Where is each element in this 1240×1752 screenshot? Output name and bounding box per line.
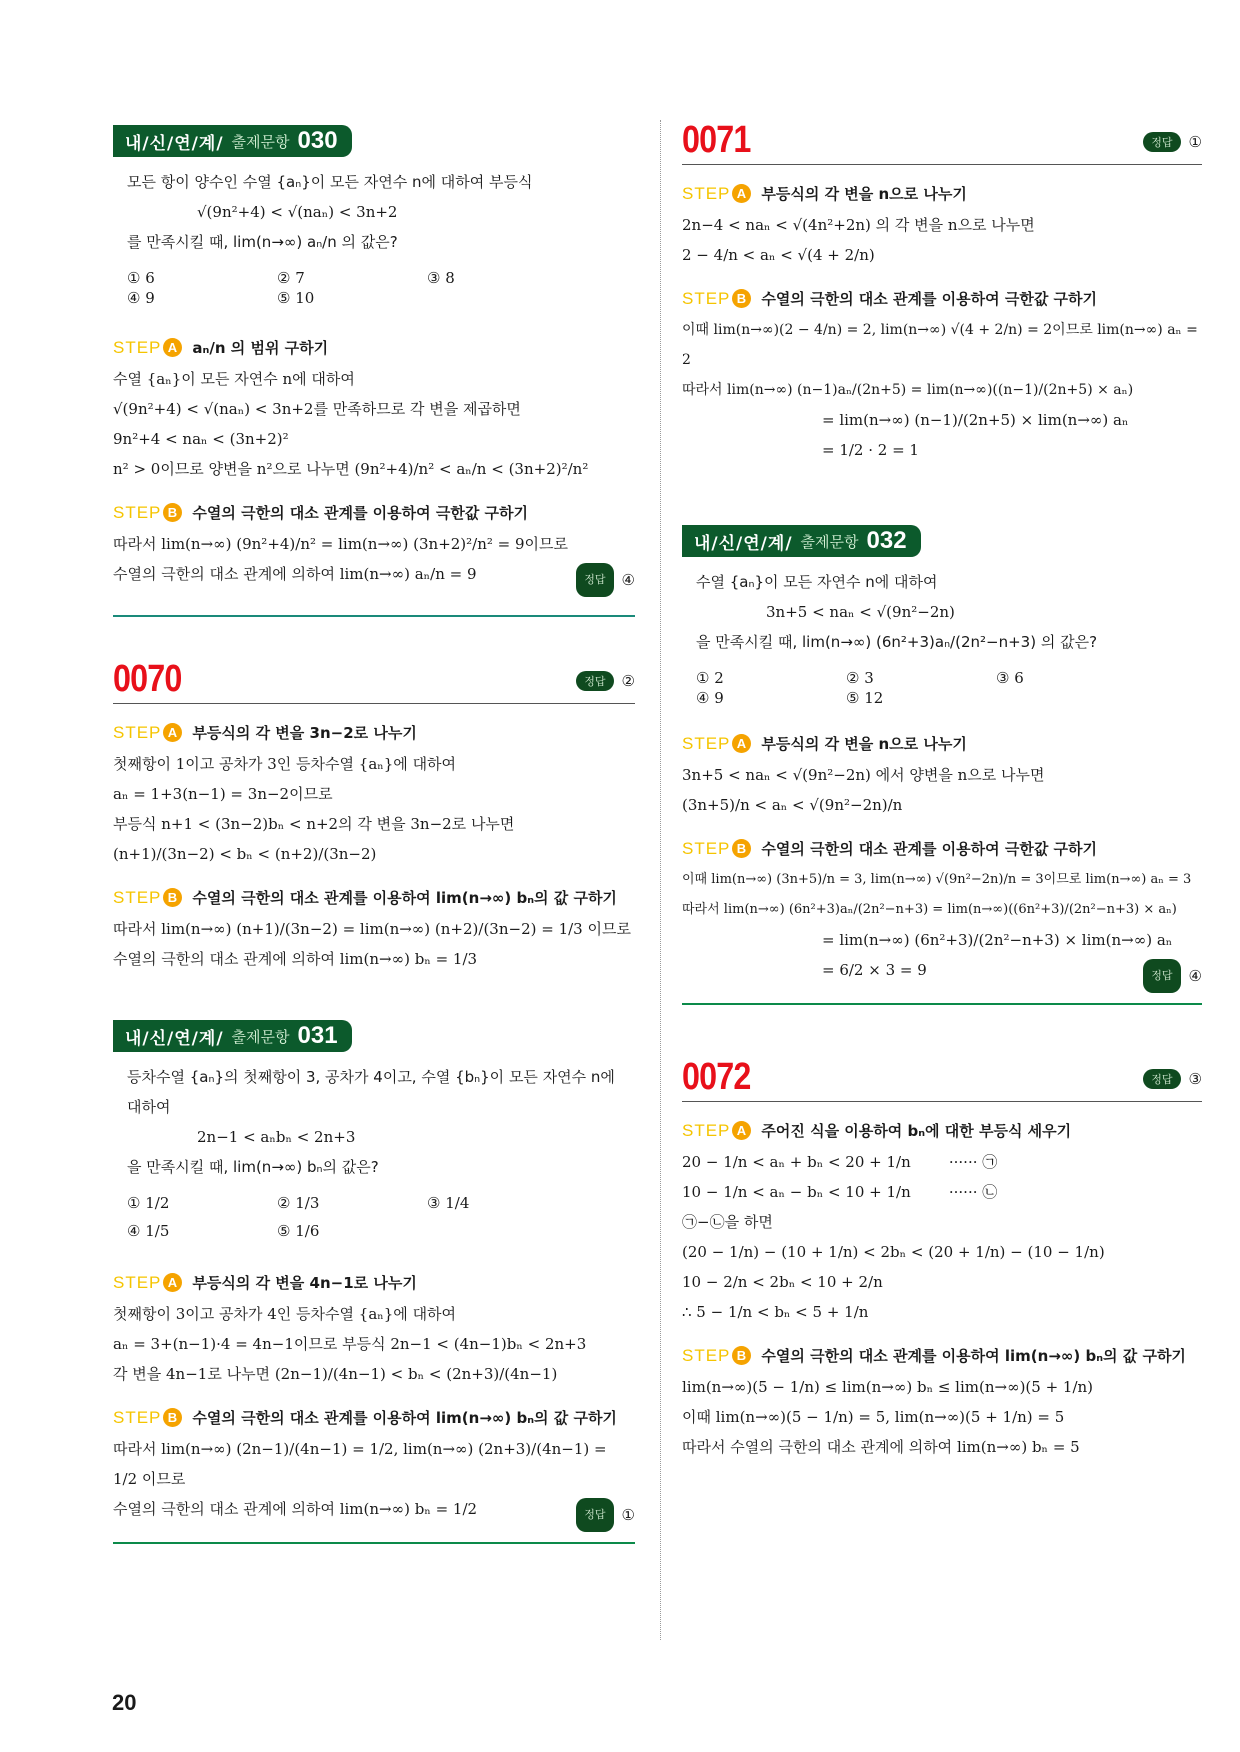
step-a-circle-icon: A <box>732 1121 751 1140</box>
solution-line: 20 − 1/n < aₙ + bₙ < 20 + 1/n ······ ㉠ <box>682 1153 998 1171</box>
column-divider <box>660 120 661 1640</box>
step-title: 부등식의 각 변을 3n−2로 나누기 <box>192 724 417 742</box>
choice-3[interactable]: ③ 1/4 <box>427 1194 470 1212</box>
step-label: STEP A <box>682 1121 751 1141</box>
answer-0070 <box>576 671 635 691</box>
choice-4[interactable]: ④ 9 <box>127 289 155 307</box>
exam-number: 032 <box>866 527 907 554</box>
solution-line: 2 − 4/n < aₙ < √(4 + 2/n) <box>682 246 875 264</box>
problem-text: 수열 {aₙ}이 모든 자연수 n에 대하여 <box>696 573 938 591</box>
problem-question: 을 만족시킬 때, lim(n→∞) bₙ의 값은? <box>127 1158 379 1176</box>
answer-badge: 정답 <box>576 1498 613 1532</box>
solution-line: = lim(n→∞) (n−1)/(2n+5) × lim(n→∞) aₙ <box>822 411 1129 429</box>
right-column <box>682 118 1202 1462</box>
answer-badge: 정답 <box>1143 132 1180 152</box>
step-title: 부등식의 각 변을 n으로 나누기 <box>761 735 967 753</box>
solution-line: 첫째항이 3이고 공차가 4인 등차수열 {aₙ}에 대하여 <box>113 1305 457 1323</box>
solution-line: 이때 lim(n→∞) (3n+5)/n = 3, lim(n→∞) √(9n²−2n)/n = 3이므로 lim(n→∞) aₙ = 3 <box>682 872 1192 887</box>
answer-value: ④ <box>1188 967 1202 985</box>
step-title: 부등식의 각 변을 4n−1로 나누기 <box>192 1274 417 1292</box>
problem-question: 을 만족시킬 때, lim(n→∞) (6n²+3)aₙ/(2n²−n+3) 의 값은? <box>696 633 1098 651</box>
step-b-circle-icon: B <box>163 888 182 907</box>
problem-number: 0070 <box>113 658 182 700</box>
solution-line-final <box>113 559 635 589</box>
step-b-0071 <box>682 288 1202 309</box>
step-a-circle-icon: A <box>163 723 182 742</box>
choice-2[interactable]: ② 7 <box>277 269 305 287</box>
answer-badge: 정답 <box>576 563 613 597</box>
choice-5[interactable]: ⑤ 10 <box>277 289 315 307</box>
problem-030 <box>113 167 635 257</box>
nae-sin-header-031 <box>113 1020 635 1054</box>
choices-030 <box>113 269 635 307</box>
solution-line: 따라서 lim(n→∞) (n+1)/(3n−2) = lim(n→∞) (n+2)/(3n−2) = 1/3 이므로 <box>113 920 631 938</box>
step-title: 주어진 식을 이용하여 bₙ에 대한 부등식 세우기 <box>761 1122 1072 1140</box>
step-title: 부등식의 각 변을 n으로 나누기 <box>761 185 967 203</box>
step-b-circle-icon: B <box>732 839 751 858</box>
problem-inequality: 3n+5 < naₙ < √(9n²−2n) <box>766 603 955 621</box>
solution-line: 이때 lim(n→∞)(5 − 1/n) = 5, lim(n→∞)(5 + 1/n) = 5 <box>682 1408 1065 1426</box>
solution-line: 수열의 극한의 대소 관계에 의하여 lim(n→∞) bₙ = 1/3 <box>113 950 478 968</box>
solution-line: 첫째항이 1이고 공차가 3인 등차수열 {aₙ}에 대하여 <box>113 755 457 773</box>
nae-sin-tag <box>113 1020 352 1052</box>
step-label: STEP B <box>113 1408 182 1428</box>
choices-031 <box>113 1194 635 1240</box>
brand-label: 내/신/연/계/ <box>125 133 224 154</box>
solution-line-final <box>113 1494 635 1524</box>
nae-sin-header-030 <box>113 125 635 159</box>
step-title: aₙ/n 의 범위 구하기 <box>192 339 329 357</box>
step-b-circle-icon: B <box>163 503 182 522</box>
step-a-031 <box>113 1272 635 1293</box>
step-b-030 <box>113 502 635 523</box>
nae-sin-tag <box>682 525 921 557</box>
step-b-031 <box>113 1407 635 1428</box>
solution-line: (20 − 1/n) − (10 + 1/n) < 2bₙ < (20 + 1/n) − (10 − 1/n) <box>682 1243 1105 1261</box>
answer-value: ③ <box>1188 1070 1202 1088</box>
solution-line: 따라서 수열의 극한의 대소 관계에 의하여 lim(n→∞) bₙ = 5 <box>682 1438 1080 1456</box>
nae-sin-header-032 <box>682 525 1202 559</box>
answer-032 <box>1143 959 1202 993</box>
answer-badge: 정답 <box>1143 959 1180 993</box>
solution-line: (n+1)/(3n−2) < bₙ < (n+2)/(3n−2) <box>113 845 377 863</box>
problem-text: 모든 항이 양수인 수열 {aₙ}이 모든 자연수 n에 대하여 부등식 <box>127 173 533 191</box>
brand-label: 내/신/연/계/ <box>694 533 793 554</box>
solution-line: 따라서 lim(n→∞) (9n²+4)/n² = lim(n→∞) (3n+2)²/n² = 9이므로 <box>113 535 569 553</box>
step-title: 수열의 극한의 대소 관계를 이용하여 극한값 구하기 <box>761 290 1098 308</box>
solution-line: 9n²+4 < naₙ < (3n+2)² <box>113 430 289 448</box>
solution-line: = lim(n→∞) (6n²+3)/(2n²−n+3) × lim(n→∞) aₙ <box>822 931 1173 949</box>
answer-030 <box>576 563 635 597</box>
solution-line: √(9n²+4) < √(naₙ) < 3n+2를 만족하므로 각 변을 제곱하면 <box>113 400 521 418</box>
step-label: STEP A <box>682 734 751 754</box>
step-a-0072 <box>682 1120 1202 1141</box>
page-number: 20 <box>112 1690 137 1715</box>
problem-text: 등차수열 {aₙ}의 첫째항이 3, 공차가 4이고, 수열 {bₙ}이 모든 자연수 n에 <box>127 1068 615 1086</box>
choice-4[interactable]: ④ 9 <box>696 689 724 707</box>
step-a-circle-icon: A <box>163 1273 182 1292</box>
solution-line: 따라서 lim(n→∞) (6n²+3)aₙ/(2n²−n+3) = lim(n→∞)((6n²+3)/(2n²−n+3) × aₙ) <box>682 902 1177 917</box>
step-title: 수열의 극한의 대소 관계를 이용하여 극한값 구하기 <box>192 504 529 522</box>
choice-1[interactable]: ① 6 <box>127 269 155 287</box>
step-label: STEP B <box>113 888 182 908</box>
problem-inequality: 2n−1 < aₙbₙ < 2n+3 <box>197 1128 356 1146</box>
step-label: STEP A <box>113 338 182 358</box>
answer-0071 <box>1143 132 1202 152</box>
problem-header-0070 <box>113 657 635 704</box>
solution-text: = 6/2 × 3 = 9 <box>822 961 927 979</box>
solution-line: (3n+5)/n < aₙ < √(9n²−2n)/n <box>682 796 903 814</box>
solution-line: lim(n→∞)(5 − 1/n) ≤ lim(n→∞) bₙ ≤ lim(n→∞)(5 + 1/n) <box>682 1378 1094 1396</box>
answer-badge: 정답 <box>1143 1069 1180 1089</box>
step-title: 수열의 극한의 대소 관계를 이용하여 lim(n→∞) bₙ의 값 구하기 <box>761 1347 1186 1365</box>
solution-text: 수열의 극한의 대소 관계에 의하여 lim(n→∞) aₙ/n = 9 <box>113 565 477 583</box>
brand-label: 내/신/연/계/ <box>125 1028 224 1049</box>
step-a-0071 <box>682 183 1202 204</box>
choice-1[interactable]: ① 1/2 <box>127 1194 170 1212</box>
solution-line: aₙ = 1+3(n−1) = 3n−2이므로 <box>113 785 333 803</box>
solution-text: 수열의 극한의 대소 관계에 의하여 lim(n→∞) bₙ = 1/2 <box>113 1500 478 1518</box>
answer-031 <box>576 1498 635 1532</box>
solution-line: 2n−4 < naₙ < √(4n²+2n) 의 각 변을 n으로 나누면 <box>682 216 1035 234</box>
solution-line: 따라서 lim(n→∞) (2n−1)/(4n−1) = 1/2, lim(n→∞) (2n+3)/(4n−1) = 1/2 이므로 <box>113 1440 607 1488</box>
step-label: STEP A <box>113 723 182 743</box>
exam-number: 030 <box>297 127 338 154</box>
choice-3[interactable]: ③ 8 <box>427 269 455 287</box>
problem-text: 대하여 <box>127 1098 171 1116</box>
choice-5[interactable]: ⑤ 12 <box>846 689 884 707</box>
exam-label: 출제문항 <box>231 1027 290 1046</box>
choice-3[interactable]: ③ 6 <box>996 669 1024 687</box>
step-label: STEP B <box>682 839 751 859</box>
step-b-0072 <box>682 1345 1202 1366</box>
step-a-circle-icon: A <box>732 184 751 203</box>
step-label: STEP A <box>682 184 751 204</box>
step-title: 수열의 극한의 대소 관계를 이용하여 lim(n→∞) bₙ의 값 구하기 <box>192 889 617 907</box>
solution-line: = 1/2 · 2 = 1 <box>822 441 919 459</box>
step-label: STEP B <box>682 1346 751 1366</box>
problem-number: 0071 <box>682 119 751 161</box>
section-separator <box>113 615 635 617</box>
problem-inequality: √(9n²+4) < √(naₙ) < 3n+2 <box>197 203 398 221</box>
step-b-0070 <box>113 887 635 908</box>
step-label: STEP B <box>113 503 182 523</box>
problem-question: 를 만족시킬 때, lim(n→∞) aₙ/n 의 값은? <box>127 233 398 251</box>
step-b-circle-icon: B <box>732 1346 751 1365</box>
solution-line: n² > 0이므로 양변을 n²으로 나누면 (9n²+4)/n² < aₙ/n < (3n+2)²/n² <box>113 460 589 478</box>
answer-value: ① <box>621 1506 635 1524</box>
answer-value: ④ <box>621 571 635 589</box>
choice-4[interactable]: ④ 1/5 <box>127 1222 170 1240</box>
problem-header-0072 <box>682 1055 1202 1102</box>
answer-value: ① <box>1188 133 1202 151</box>
solution-line: 이때 lim(n→∞)(2 − 4/n) = 2, lim(n→∞) √(4 + 2/n) = 2이므로 lim(n→∞) aₙ = 2 <box>682 322 1198 368</box>
step-b-032 <box>682 838 1202 859</box>
step-title: 수열의 극한의 대소 관계를 이용하여 극한값 구하기 <box>761 840 1098 858</box>
choices-032 <box>682 669 1202 707</box>
choice-2[interactable]: ② 1/3 <box>277 1194 320 1212</box>
problem-032 <box>682 567 1202 657</box>
section-separator <box>682 1003 1202 1005</box>
exam-number: 031 <box>297 1022 338 1049</box>
solution-line: 10 − 1/n < aₙ − bₙ < 10 + 1/n ······ ㉡ <box>682 1183 998 1201</box>
choice-1[interactable]: ① 2 <box>696 669 724 687</box>
problem-number: 0072 <box>682 1056 751 1098</box>
solution-line: 각 변을 4n−1로 나누면 (2n−1)/(4n−1) < bₙ < (2n+3)/(4n−1) <box>113 1365 558 1383</box>
step-a-circle-icon: A <box>163 338 182 357</box>
solution-line: 3n+5 < naₙ < √(9n²−2n) 에서 양변을 n으로 나누면 <box>682 766 1045 784</box>
step-b-circle-icon: B <box>732 289 751 308</box>
solution-line: aₙ = 3+(n−1)·4 = 4n−1이므로 부등식 2n−1 < (4n−1)bₙ < 2n+3 <box>113 1335 587 1353</box>
answer-badge: 정답 <box>576 671 613 691</box>
solution-line: ㉠−㉡을 하면 <box>682 1213 773 1231</box>
answer-0072 <box>1143 1069 1202 1089</box>
step-a-030 <box>113 337 635 358</box>
problem-031 <box>113 1062 635 1182</box>
solution-line: ∴ 5 − 1/n < bₙ < 5 + 1/n <box>682 1303 869 1321</box>
step-a-032 <box>682 733 1202 754</box>
exam-label: 출제문항 <box>800 532 859 551</box>
exam-label: 출제문항 <box>231 132 290 151</box>
left-column <box>113 125 635 1544</box>
nae-sin-tag <box>113 125 352 157</box>
problem-header-0071 <box>682 118 1202 165</box>
step-a-0070 <box>113 722 635 743</box>
section-separator <box>113 1542 635 1544</box>
step-title: 수열의 극한의 대소 관계를 이용하여 lim(n→∞) bₙ의 값 구하기 <box>192 1409 617 1427</box>
solution-line-final <box>682 955 1202 985</box>
step-label: STEP B <box>682 289 751 309</box>
solution-line: 10 − 2/n < 2bₙ < 10 + 2/n <box>682 1273 883 1291</box>
solution-line: 부등식 n+1 < (3n−2)bₙ < n+2의 각 변을 3n−2로 나누면 <box>113 815 515 833</box>
answer-value: ② <box>621 672 635 690</box>
solution-line: 수열 {aₙ}이 모든 자연수 n에 대하여 <box>113 370 355 388</box>
step-b-circle-icon: B <box>163 1408 182 1427</box>
choice-5[interactable]: ⑤ 1/6 <box>277 1222 320 1240</box>
step-a-circle-icon: A <box>732 734 751 753</box>
step-label: STEP A <box>113 1273 182 1293</box>
solution-line: 따라서 lim(n→∞) (n−1)aₙ/(2n+5) = lim(n→∞)((n−1)/(2n+5) × aₙ) <box>682 382 1134 398</box>
choice-2[interactable]: ② 3 <box>846 669 874 687</box>
